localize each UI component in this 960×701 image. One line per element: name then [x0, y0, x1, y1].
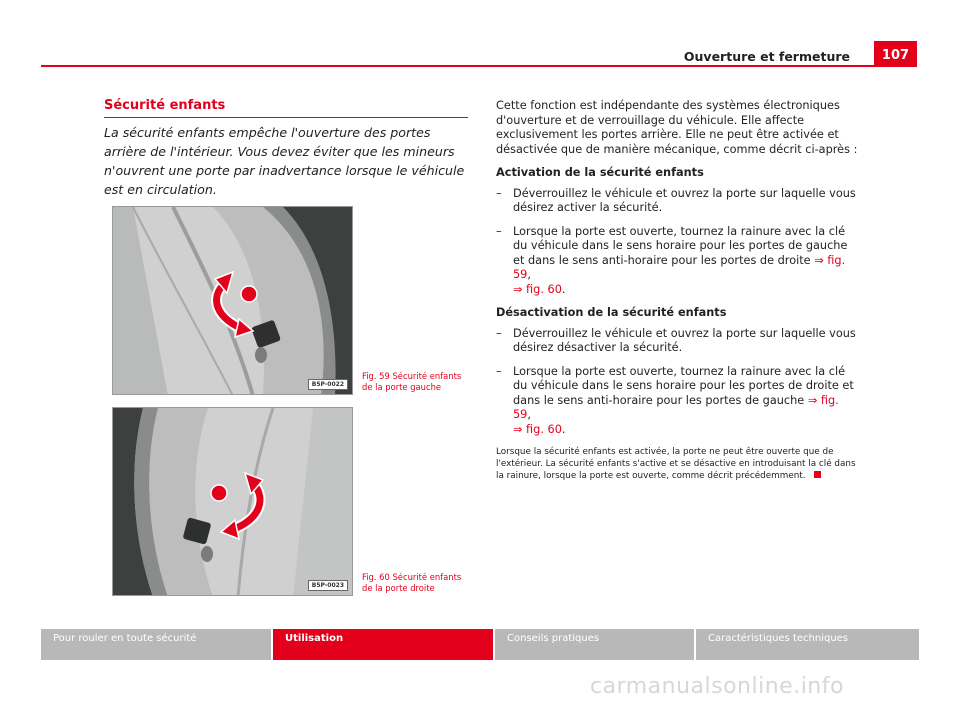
- activation-step-2: Lorsque la porte est ouverte, tournez la rainure avec la clé du véhicule dans le sens horaire pour les portes de gauche et dans le sens anti-horaire pour les portes de droite: [513, 224, 848, 267]
- tab-technical-specs[interactable]: Caractéristiques techniques: [696, 629, 919, 660]
- end-of-section-icon: [814, 471, 821, 478]
- list-item: [496, 225, 858, 298]
- figure-code: B5P-0023: [308, 580, 348, 591]
- dash-marker: –: [496, 364, 502, 378]
- page-number: 107: [874, 41, 917, 67]
- list-item: [496, 187, 858, 216]
- fig-59-link[interactable]: ⇒ fig. 59: [513, 253, 846, 281]
- separator: ,: [527, 268, 531, 281]
- separator: ,: [527, 408, 531, 421]
- tab-practical-tips[interactable]: Conseils pratiques: [495, 629, 694, 660]
- tab-safety[interactable]: Pour rouler en toute sécurité: [41, 629, 271, 660]
- dash-marker: –: [496, 224, 502, 238]
- deactivation-step-2: Lorsque la porte est ouverte, tournez la rainure avec la clé du véhicule dans le sens horaire pour les portes de droite et dans le sens anti-horaire pour les portes de gauche: [513, 364, 854, 407]
- list-item: [496, 365, 858, 438]
- left-door-lock-illustration: [113, 207, 353, 395]
- figure-59-caption: Fig. 59 Sécurité enfants de la porte gauche: [362, 371, 462, 392]
- figure-code: B5P-0022: [308, 379, 348, 390]
- figure-59-image: [112, 206, 353, 395]
- section-title: Sécurité enfants: [104, 98, 226, 113]
- period: .: [561, 422, 566, 436]
- note-paragraph: [496, 446, 858, 482]
- footer-tabs: [41, 629, 919, 660]
- figure-60-image: [112, 407, 353, 596]
- tab-operation[interactable]: Utilisation: [273, 629, 493, 660]
- fig-60-link[interactable]: ⇒ fig. 60: [513, 422, 562, 436]
- period: .: [561, 282, 566, 296]
- body-text: [496, 99, 858, 491]
- watermark: carmanualsonline.info: [590, 674, 844, 699]
- note-text: Lorsque la sécurité enfants est activée, la porte ne peut être ouverte que de l'extérieur. La sécurité enfants s'active et se désactive en introduisant la clé dans la rainure, lorsque la porte est ouverte, comme décrit précédemment.: [496, 447, 856, 481]
- chapter-title: Ouverture et fermeture: [683, 49, 850, 64]
- fig-60-link[interactable]: ⇒ fig. 60: [513, 282, 562, 296]
- dash-marker: –: [496, 186, 502, 200]
- deactivation-heading: Désactivation de la sécurité enfants: [496, 306, 727, 319]
- figure-60-caption: Fig. 60 Sécurité enfants de la porte droite: [362, 572, 462, 593]
- fig-59-link[interactable]: ⇒ fig. 59: [513, 393, 839, 421]
- list-item: [496, 327, 858, 356]
- dash-marker: –: [496, 326, 502, 340]
- section-rule: [104, 117, 468, 118]
- header-rule: [41, 65, 917, 67]
- intro-paragraph: Cette fonction est indépendante des systèmes électroniques d'ouverture et de verrouillage du véhicule. Elle affecte exclusivement les portes arrière. Elle ne peut être activée et désactivée que de manière mécanique, comme décrit ci-après :: [496, 99, 858, 156]
- deactivation-step-1: Déverrouillez le véhicule et ouvrez la porte sur laquelle vous désirez désactiver la sécurité.: [513, 326, 856, 354]
- activation-heading: Activation de la sécurité enfants: [496, 166, 704, 179]
- section-intro: La sécurité enfants empêche l'ouverture des portes arrière de l'intérieur. Vous devez éviter que les mineurs n'ouvrent une porte par inadvertance lorsque le véhicule est en circulation.: [104, 125, 465, 197]
- activation-step-1: Déverrouillez le véhicule et ouvrez la porte sur laquelle vous désirez activer la sécurité.: [513, 186, 856, 214]
- right-door-lock-illustration: [113, 408, 353, 596]
